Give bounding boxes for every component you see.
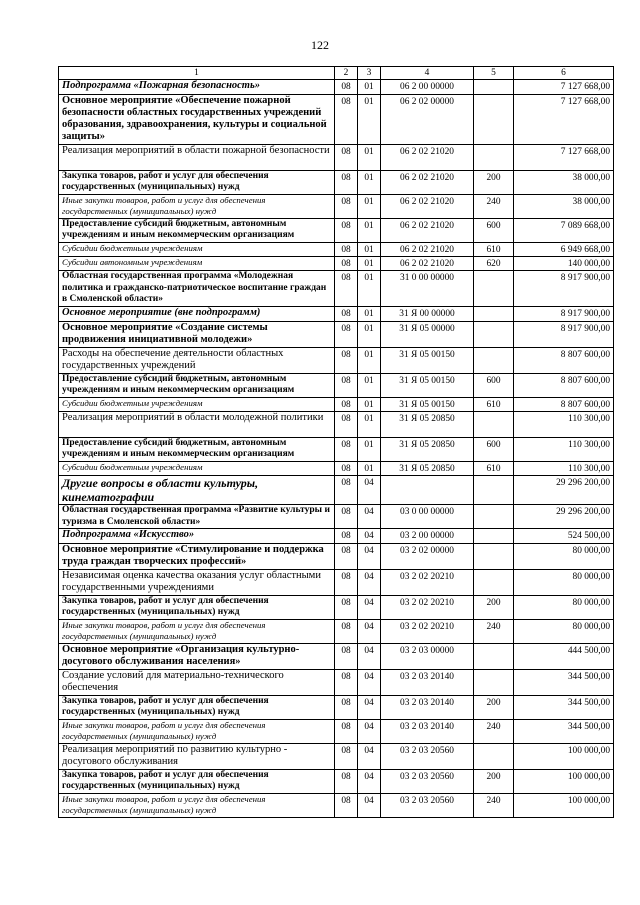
row-target-article: 03 2 02 20210 — [381, 569, 474, 595]
row-expense-type: 600 — [474, 437, 514, 461]
row-target-article: 03 2 03 20560 — [381, 769, 474, 793]
row-amount: 80 000,00 — [514, 543, 614, 569]
row-subsection-code: 04 — [358, 619, 381, 643]
row-amount: 110 300,00 — [514, 411, 614, 437]
row-section-code: 08 — [335, 373, 358, 397]
table-row — [59, 719, 614, 743]
row-section-code: 08 — [335, 619, 358, 643]
column-header-amount: 6 — [514, 67, 614, 80]
row-amount: 6 949 668,00 — [514, 242, 614, 256]
row-subsection-code: 04 — [358, 793, 381, 817]
row-name: Закупка товаров, работ и услуг для обеспечения государственных (муниципальных) нужд — [59, 695, 335, 719]
row-section-code: 08 — [335, 769, 358, 793]
row-name: Областная государственная программа «Развитие культуры и туризма в Смоленской области» — [59, 505, 335, 529]
table-row — [59, 643, 614, 669]
row-expense-type — [474, 669, 514, 695]
row-name: Другие вопросы в области культуры, кинематографии — [59, 476, 335, 505]
row-expense-type: 200 — [474, 769, 514, 793]
row-amount: 344 500,00 — [514, 669, 614, 695]
row-subsection-code: 01 — [358, 194, 381, 218]
row-expense-type — [474, 94, 514, 144]
row-amount: 7 127 668,00 — [514, 80, 614, 94]
row-target-article: 31 Я 05 00150 — [381, 373, 474, 397]
table-row — [59, 347, 614, 373]
table-row — [59, 505, 614, 529]
row-expense-type — [474, 529, 514, 543]
row-name: Областная государственная программа «Молодежная политика и гражданско-патриотическое воспитание граждан в Смоленской области» — [59, 271, 335, 307]
row-name: Предоставление субсидий бюджетным, автономным учреждениям и иным некоммерческим организациям — [59, 373, 335, 397]
row-target-article: 06 2 02 21020 — [381, 218, 474, 242]
row-target-article: 03 0 00 00000 — [381, 505, 474, 529]
row-subsection-code: 01 — [358, 307, 381, 321]
table-row — [59, 94, 614, 144]
row-expense-type: 620 — [474, 257, 514, 271]
row-section-code: 08 — [335, 94, 358, 144]
row-section-code: 08 — [335, 461, 358, 475]
table-row — [59, 194, 614, 218]
table-row — [59, 307, 614, 321]
row-target-article: 06 2 02 21020 — [381, 144, 474, 170]
row-section-code: 08 — [335, 271, 358, 307]
row-expense-type: 240 — [474, 793, 514, 817]
row-section-code: 08 — [335, 242, 358, 256]
table-row — [59, 619, 614, 643]
row-target-article: 06 2 02 21020 — [381, 194, 474, 218]
row-subsection-code: 01 — [358, 80, 381, 94]
row-name: Реализация мероприятий в области пожарной безопасности — [59, 144, 335, 170]
table-row — [59, 476, 614, 505]
row-expense-type — [474, 411, 514, 437]
row-amount: 80 000,00 — [514, 619, 614, 643]
table-row — [59, 80, 614, 94]
row-target-article: 31 Я 05 20850 — [381, 437, 474, 461]
row-subsection-code: 04 — [358, 543, 381, 569]
table-row — [59, 437, 614, 461]
row-subsection-code: 01 — [358, 271, 381, 307]
row-section-code: 08 — [335, 595, 358, 619]
page-number: 122 — [311, 38, 329, 52]
table-row — [59, 529, 614, 543]
row-expense-type: 240 — [474, 194, 514, 218]
row-section-code: 08 — [335, 793, 358, 817]
row-target-article: 06 2 02 00000 — [381, 94, 474, 144]
row-name: Иные закупки товаров, работ и услуг для обеспечения государственных (муниципальных) нужд — [59, 719, 335, 743]
row-target-article: 06 2 02 21020 — [381, 242, 474, 256]
table-row — [59, 257, 614, 271]
row-amount: 8 917 900,00 — [514, 321, 614, 347]
row-expense-type — [474, 543, 514, 569]
row-section-code: 08 — [335, 643, 358, 669]
row-subsection-code: 04 — [358, 669, 381, 695]
row-amount: 8 917 900,00 — [514, 307, 614, 321]
row-section-code: 08 — [335, 505, 358, 529]
row-target-article: 03 2 03 00000 — [381, 643, 474, 669]
row-subsection-code: 01 — [358, 397, 381, 411]
row-target-article: 03 2 03 20140 — [381, 695, 474, 719]
row-amount: 100 000,00 — [514, 743, 614, 769]
row-name: Предоставление субсидий бюджетным, автономным учреждениям и иным некоммерческим организациям — [59, 218, 335, 242]
row-section-code: 08 — [335, 543, 358, 569]
row-name: Независимая оценка качества оказания услуг областными государственными учреждениями — [59, 569, 335, 595]
row-name: Реализация мероприятий в области молодежной политики — [59, 411, 335, 437]
row-target-article: 03 2 02 20210 — [381, 619, 474, 643]
row-expense-type — [474, 347, 514, 373]
row-expense-type — [474, 321, 514, 347]
row-target-article: 31 0 00 00000 — [381, 271, 474, 307]
row-expense-type — [474, 643, 514, 669]
row-name: Иные закупки товаров, работ и услуг для обеспечения государственных (муниципальных) нужд — [59, 619, 335, 643]
row-expense-type: 600 — [474, 218, 514, 242]
row-amount: 8 807 600,00 — [514, 373, 614, 397]
row-section-code: 08 — [335, 218, 358, 242]
row-name: Основное мероприятие «Обеспечение пожарной безопасности областных государственных учреждений образования, здравоохранения, культуры и социальной защиты» — [59, 94, 335, 144]
row-section-code: 08 — [335, 569, 358, 595]
row-name: Субсидии автономным учреждениям — [59, 257, 335, 271]
row-amount: 524 500,00 — [514, 529, 614, 543]
row-target-article: 03 2 03 20140 — [381, 669, 474, 695]
column-header-name: 1 — [59, 67, 335, 80]
row-section-code: 08 — [335, 347, 358, 373]
row-name: Создание условий для материально-технического обеспечения — [59, 669, 335, 695]
row-subsection-code: 01 — [358, 373, 381, 397]
table-row — [59, 144, 614, 170]
row-subsection-code: 01 — [358, 242, 381, 256]
row-target-article: 31 Я 00 00000 — [381, 307, 474, 321]
row-target-article: 31 Я 05 00150 — [381, 347, 474, 373]
row-name: Реализация мероприятий по развитию культурно - досугового обслуживания — [59, 743, 335, 769]
row-subsection-code: 04 — [358, 505, 381, 529]
row-subsection-code: 04 — [358, 569, 381, 595]
table-row — [59, 242, 614, 256]
row-amount: 100 000,00 — [514, 769, 614, 793]
row-section-code: 08 — [335, 743, 358, 769]
row-target-article: 03 2 03 20140 — [381, 719, 474, 743]
row-target-article: 31 Я 05 00150 — [381, 397, 474, 411]
table-row — [59, 461, 614, 475]
row-expense-type: 610 — [474, 397, 514, 411]
row-expense-type — [474, 505, 514, 529]
row-expense-type: 610 — [474, 242, 514, 256]
row-expense-type — [474, 743, 514, 769]
row-name: Иные закупки товаров, работ и услуг для обеспечения государственных (муниципальных) нужд — [59, 194, 335, 218]
column-header-target-article: 4 — [381, 67, 474, 80]
row-expense-type — [474, 271, 514, 307]
table-row — [59, 170, 614, 194]
row-target-article: 03 2 00 00000 — [381, 529, 474, 543]
row-name: Подпрограмма «Искусство» — [59, 529, 335, 543]
row-expense-type: 610 — [474, 461, 514, 475]
row-name: Подпрограмма «Пожарная безопасность» — [59, 80, 335, 94]
row-amount: 110 300,00 — [514, 437, 614, 461]
row-section-code: 08 — [335, 321, 358, 347]
row-amount: 444 500,00 — [514, 643, 614, 669]
row-name: Закупка товаров, работ и услуг для обеспечения государственных (муниципальных) нужд — [59, 170, 335, 194]
table-row — [59, 569, 614, 595]
row-section-code: 08 — [335, 719, 358, 743]
row-expense-type — [474, 476, 514, 505]
row-expense-type — [474, 144, 514, 170]
row-subsection-code: 04 — [358, 529, 381, 543]
row-amount: 7 127 668,00 — [514, 94, 614, 144]
row-expense-type: 240 — [474, 619, 514, 643]
table-row — [59, 669, 614, 695]
row-subsection-code: 04 — [358, 695, 381, 719]
table-row — [59, 321, 614, 347]
row-subsection-code: 01 — [358, 94, 381, 144]
row-section-code: 08 — [335, 529, 358, 543]
row-section-code: 08 — [335, 397, 358, 411]
row-expense-type — [474, 307, 514, 321]
row-subsection-code: 04 — [358, 769, 381, 793]
table-row — [59, 397, 614, 411]
row-expense-type: 240 — [474, 719, 514, 743]
row-expense-type — [474, 569, 514, 595]
row-name: Расходы на обеспечение деятельности областных государственных учреждений — [59, 347, 335, 373]
row-amount: 7 127 668,00 — [514, 144, 614, 170]
column-header-subsection: 3 — [358, 67, 381, 80]
row-name: Иные закупки товаров, работ и услуг для обеспечения государственных (муниципальных) нужд — [59, 793, 335, 817]
row-section-code: 08 — [335, 257, 358, 271]
table-row — [59, 373, 614, 397]
row-amount: 38 000,00 — [514, 170, 614, 194]
row-section-code: 08 — [335, 437, 358, 461]
row-subsection-code: 01 — [358, 144, 381, 170]
row-name: Субсидии бюджетным учреждениям — [59, 242, 335, 256]
row-target-article: 06 2 00 00000 — [381, 80, 474, 94]
row-section-code: 08 — [335, 144, 358, 170]
row-subsection-code: 01 — [358, 461, 381, 475]
row-amount: 80 000,00 — [514, 595, 614, 619]
column-header-section: 2 — [335, 67, 358, 80]
row-name: Субсидии бюджетным учреждениям — [59, 397, 335, 411]
row-amount: 8 807 600,00 — [514, 347, 614, 373]
row-subsection-code: 01 — [358, 257, 381, 271]
table-row — [59, 543, 614, 569]
row-subsection-code: 04 — [358, 719, 381, 743]
row-name: Основное мероприятие «Организация культурно-досугового обслуживания населения» — [59, 643, 335, 669]
row-target-article: 03 2 03 20560 — [381, 793, 474, 817]
row-section-code: 08 — [335, 476, 358, 505]
row-section-code: 08 — [335, 695, 358, 719]
row-section-code: 08 — [335, 411, 358, 437]
row-name: Закупка товаров, работ и услуг для обеспечения государственных (муниципальных) нужд — [59, 769, 335, 793]
row-amount: 7 089 668,00 — [514, 218, 614, 242]
budget-table — [58, 66, 614, 818]
row-amount: 140 000,00 — [514, 257, 614, 271]
row-amount: 38 000,00 — [514, 194, 614, 218]
row-name: Основное мероприятие «Стимулирование и поддержка труда граждан творческих профессий» — [59, 543, 335, 569]
row-subsection-code: 04 — [358, 595, 381, 619]
row-name: Основное мероприятие (вне подпрограмм) — [59, 307, 335, 321]
row-target-article: 03 2 03 20560 — [381, 743, 474, 769]
row-amount: 80 000,00 — [514, 569, 614, 595]
row-target-article: 06 2 02 21020 — [381, 170, 474, 194]
row-target-article: 31 Я 05 20850 — [381, 461, 474, 475]
table-row — [59, 769, 614, 793]
row-amount: 29 296 200,00 — [514, 505, 614, 529]
row-amount: 344 500,00 — [514, 695, 614, 719]
row-section-code: 08 — [335, 170, 358, 194]
row-subsection-code: 01 — [358, 347, 381, 373]
table-row — [59, 411, 614, 437]
row-amount: 344 500,00 — [514, 719, 614, 743]
row-target-article: 03 2 02 20210 — [381, 595, 474, 619]
row-section-code: 08 — [335, 669, 358, 695]
row-subsection-code: 01 — [358, 218, 381, 242]
row-section-code: 08 — [335, 307, 358, 321]
table-header-row — [59, 67, 614, 80]
row-amount: 8 917 900,00 — [514, 271, 614, 307]
table-row — [59, 743, 614, 769]
row-expense-type: 600 — [474, 373, 514, 397]
row-name: Основное мероприятие «Создание системы продвижения инициативной молодежи» — [59, 321, 335, 347]
row-name: Предоставление субсидий бюджетным, автономным учреждениям и иным некоммерческим организациям — [59, 437, 335, 461]
row-amount: 100 000,00 — [514, 793, 614, 817]
row-target-article: 06 2 02 21020 — [381, 257, 474, 271]
table-row — [59, 218, 614, 242]
column-header-expense-type: 5 — [474, 67, 514, 80]
row-name: Субсидии бюджетным учреждениям — [59, 461, 335, 475]
row-subsection-code: 04 — [358, 743, 381, 769]
row-expense-type: 200 — [474, 170, 514, 194]
row-section-code: 08 — [335, 194, 358, 218]
row-name: Закупка товаров, работ и услуг для обеспечения государственных (муниципальных) нужд — [59, 595, 335, 619]
row-target-article: 31 Я 05 20850 — [381, 411, 474, 437]
row-target-article: 03 2 02 00000 — [381, 543, 474, 569]
row-amount: 110 300,00 — [514, 461, 614, 475]
row-target-article — [381, 476, 474, 505]
row-expense-type — [474, 80, 514, 94]
table-row — [59, 793, 614, 817]
row-expense-type: 200 — [474, 695, 514, 719]
row-subsection-code: 04 — [358, 643, 381, 669]
row-expense-type: 200 — [474, 595, 514, 619]
table-row — [59, 695, 614, 719]
row-subsection-code: 01 — [358, 321, 381, 347]
budget-table-body — [59, 67, 614, 818]
row-amount: 8 807 600,00 — [514, 397, 614, 411]
row-section-code: 08 — [335, 80, 358, 94]
row-subsection-code: 04 — [358, 476, 381, 505]
row-amount: 29 296 200,00 — [514, 476, 614, 505]
row-subsection-code: 01 — [358, 170, 381, 194]
row-subsection-code: 01 — [358, 437, 381, 461]
row-subsection-code: 01 — [358, 411, 381, 437]
row-target-article: 31 Я 05 00000 — [381, 321, 474, 347]
table-row — [59, 595, 614, 619]
table-row — [59, 271, 614, 307]
